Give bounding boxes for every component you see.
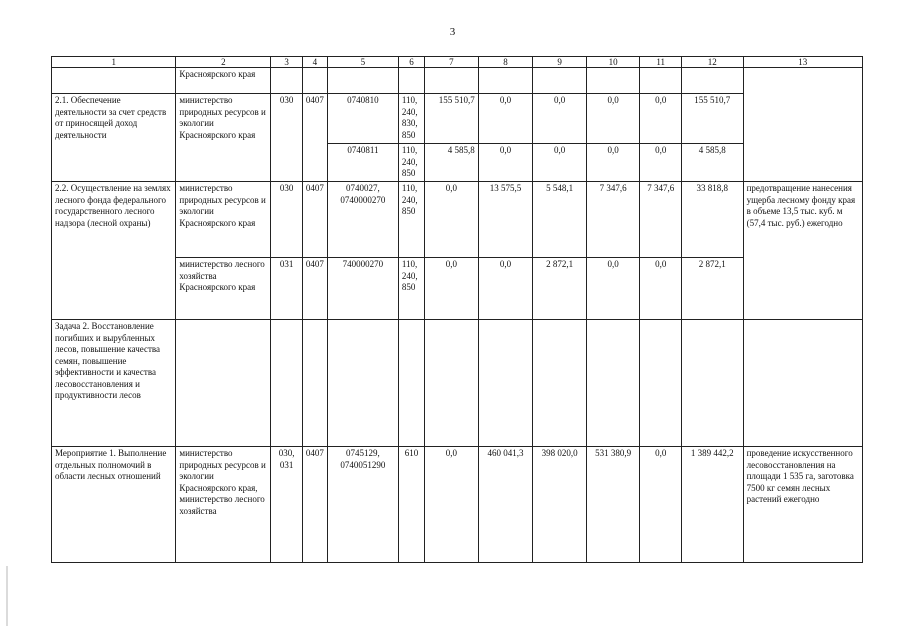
gr-code-cell: 030 xyxy=(271,182,302,258)
column-number: 13 xyxy=(743,57,862,68)
csr-cell: 0740810 xyxy=(328,94,399,144)
value-cell: 0,0 xyxy=(586,144,640,182)
value-cell: 0,0 xyxy=(425,447,479,563)
value-cell: 0,0 xyxy=(425,258,479,320)
value-cell: 13 575,5 xyxy=(478,182,533,258)
value-cell: 7 347,6 xyxy=(586,182,640,258)
rz-pr-cell: 0407 xyxy=(302,182,327,258)
value-cell: 7 347,6 xyxy=(640,182,681,258)
scan-edge-mark xyxy=(6,566,8,626)
executor-cell: министерство лесного хозяйства Красноярского края xyxy=(176,258,271,320)
total-cell: 33 818,8 xyxy=(681,182,743,258)
rz-pr-cell: 0407 xyxy=(302,258,327,320)
table-row xyxy=(52,447,863,563)
value-cell: 2 872,1 xyxy=(533,258,587,320)
result-cell: предотвращение нанесения ущерба лесному фонду края в объеме 13,5 тыс. куб. м (57,4 тыс. руб.) ежегодно xyxy=(743,182,862,320)
value-cell: 0,0 xyxy=(478,144,533,182)
column-number: 8 xyxy=(478,57,533,68)
table-row xyxy=(52,320,863,447)
column-number: 3 xyxy=(271,57,302,68)
rz-pr-cell: 0407 xyxy=(302,447,327,563)
gr-code-cell: 030 xyxy=(271,94,302,182)
table-row xyxy=(52,182,863,258)
total-cell: 1 389 442,2 xyxy=(681,447,743,563)
column-number: 2 xyxy=(176,57,271,68)
value-cell: 0,0 xyxy=(640,144,681,182)
rz-pr-cell: 0407 xyxy=(302,94,327,182)
value-cell: 0,0 xyxy=(478,94,533,144)
column-number: 9 xyxy=(533,57,587,68)
vr-cell: 110, 240, 850 xyxy=(398,258,424,320)
value-cell: 0,0 xyxy=(533,144,587,182)
vr-cell: 110, 240, 830, 850 xyxy=(398,94,424,144)
executor-cell: министерство природных ресурсов и экологии Красноярского края xyxy=(176,182,271,258)
budget-table xyxy=(51,56,863,563)
value-cell: 0,0 xyxy=(640,94,681,144)
total-cell: 2 872,1 xyxy=(681,258,743,320)
task-cell xyxy=(52,68,176,94)
result-cell xyxy=(743,68,862,182)
task-cell: Мероприятие 1. Выполнение отдельных полномочий в области лесных отношений xyxy=(52,447,176,563)
value-cell: 0,0 xyxy=(478,258,533,320)
executor-cell: министерство природных ресурсов и экологии Красноярского края, министерство лесного хозяйства xyxy=(176,447,271,563)
table-row xyxy=(52,68,863,94)
column-number: 6 xyxy=(398,57,424,68)
total-cell: 4 585,8 xyxy=(681,144,743,182)
value-cell: 0,0 xyxy=(640,258,681,320)
value-cell: 155 510,7 xyxy=(425,94,479,144)
value-cell: 0,0 xyxy=(425,182,479,258)
page-number: 3 xyxy=(449,26,456,38)
value-cell: 0,0 xyxy=(640,447,681,563)
column-number: 11 xyxy=(640,57,681,68)
value-cell: 0,0 xyxy=(586,258,640,320)
vr-cell: 110, 240, 850 xyxy=(398,182,424,258)
column-number: 12 xyxy=(681,57,743,68)
value-cell: 531 380,9 xyxy=(586,447,640,563)
csr-cell: 0740027, 0740000270 xyxy=(328,182,399,258)
vr-cell: 610 xyxy=(398,447,424,563)
total-cell: 155 510,7 xyxy=(681,94,743,144)
value-cell: 398 020,0 xyxy=(533,447,587,563)
result-cell: проведение искусственного лесовосстановления на площади 1 535 га, заготовка 7500 кг семян лесных растений ежегодно xyxy=(743,447,862,563)
column-number-row xyxy=(52,57,863,68)
task-cell: 2.2. Осуществление на землях лесного фонда федерального государственного лесного надзора (лесной охраны) xyxy=(52,182,176,320)
value-cell: 0,0 xyxy=(533,94,587,144)
gr-code-cell: 030, 031 xyxy=(271,447,302,563)
column-number: 1 xyxy=(52,57,176,68)
column-number: 10 xyxy=(586,57,640,68)
column-number: 5 xyxy=(328,57,399,68)
csr-cell: 0740811 xyxy=(328,144,399,182)
value-cell: 460 041,3 xyxy=(478,447,533,563)
value-cell: 0,0 xyxy=(586,94,640,144)
task-cell: Задача 2. Восстановление погибших и вырубленных лесов, повышение качества семян, повышение эффективности и качества лесовосстановления и продуктивности лесов xyxy=(52,320,176,447)
value-cell: 5 548,1 xyxy=(533,182,587,258)
table-row xyxy=(52,94,863,144)
column-number: 4 xyxy=(302,57,327,68)
gr-code-cell: 031 xyxy=(271,258,302,320)
executor-cell: Красноярского края xyxy=(176,68,271,94)
vr-cell: 110, 240, 850 xyxy=(398,144,424,182)
csr-cell: 740000270 xyxy=(328,258,399,320)
value-cell: 4 585,8 xyxy=(425,144,479,182)
task-cell: 2.1. Обеспечение деятельности за счет средств от приносящей доход деятельности xyxy=(52,94,176,182)
executor-cell: министерство природных ресурсов и экологии Красноярского края xyxy=(176,94,271,182)
column-number: 7 xyxy=(425,57,479,68)
csr-cell: 0745129, 0740051290 xyxy=(328,447,399,563)
